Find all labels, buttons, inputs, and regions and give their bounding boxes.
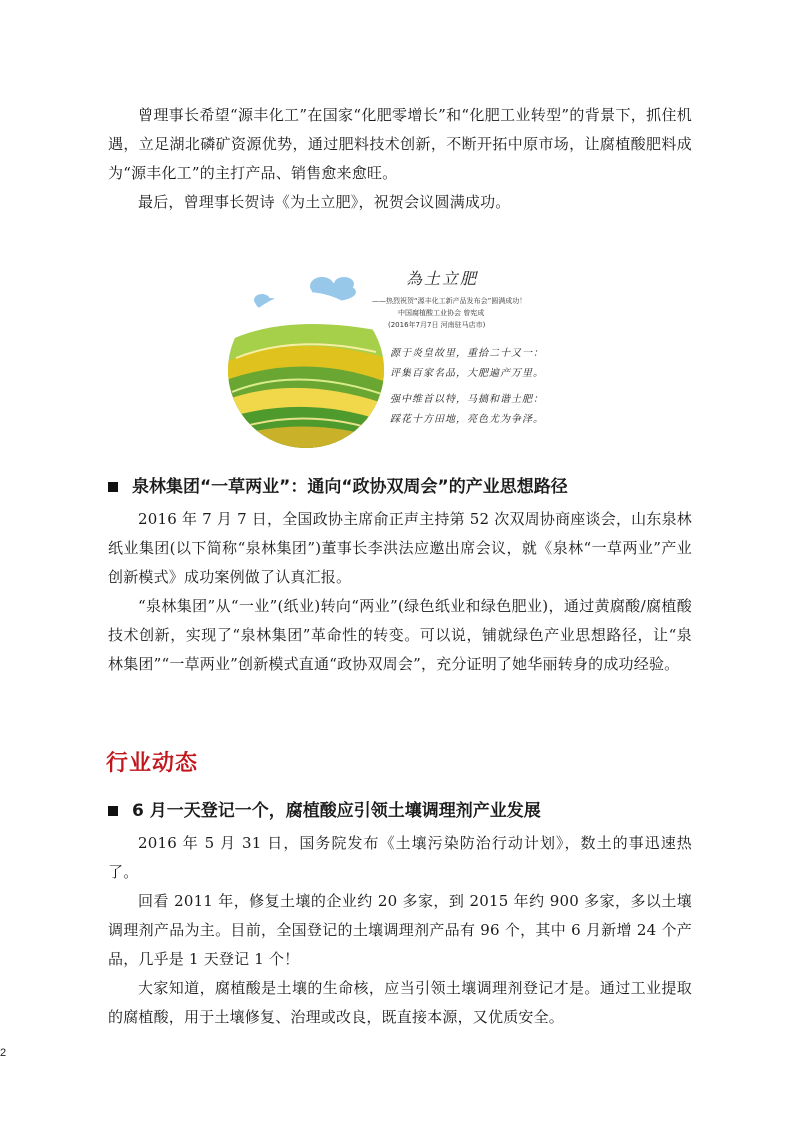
poem-line: 强中维首以特，马搞和谐土肥： [390, 394, 544, 405]
bullet-square-icon [108, 482, 118, 492]
paragraph: 回看 2011 年，修复土壤的企业约 20 多家，到 2015 年约 900 多家，多以土壤调理剂产品为主。目前，全国登记的土壤调理剂产品有 96 个，其中 6 月新增 24 个产品，几乎是 1 天登记 1 个！ [108, 892, 692, 968]
section-heading [108, 797, 698, 825]
poem-meta: (2016年7月7日 河南驻马店市) [388, 321, 486, 329]
paragraph: 曾理事长希望“源丰化工”在国家“化肥零增长”和“化肥工业转型”的背景下，抓住机遇，立足湖北磷矿资源优势，通过肥料技术创新，不断开拓中原市场，让腐植酸肥料成为“源丰化工”的主打产品、销售愈来愈旺。 [108, 106, 692, 182]
poem-line: 源于炎皇故里，重拾二十又一： [390, 348, 544, 359]
section-soil-conditioner [108, 797, 698, 1032]
page-number: 2 [0, 1047, 7, 1059]
section-quanlin [108, 473, 698, 679]
paragraph: 大家知道，腐植酸是土壤的生命核，应当引领土壤调理剂登记才是。通过工业提取的腐植酸，用于土壤修复、治理或改良，既直接本源，又优质安全。 [108, 979, 692, 1026]
paragraph: 最后，曾理事长贺诗《为土立肥》，祝贺会议圆满成功。 [138, 193, 511, 211]
fields-illustration-icon [226, 262, 386, 458]
bullet-square-icon [108, 806, 118, 816]
section-heading [108, 473, 698, 501]
poem-figure [226, 262, 574, 458]
poem-title: 為土立肥 [406, 269, 479, 288]
section-heading-text: 泉林集团“一草两业”：通向“政协双周会”的产业思想路径 [132, 477, 568, 497]
poem-line: 踩花十方田地，亮色尤为争泽。 [390, 414, 544, 425]
poem-meta: 中国腐植酸工业协会 曾宪成 [398, 309, 485, 317]
poem-meta: ——热烈祝贺“源丰化工新产品发布会”圆满成功！ [372, 297, 527, 305]
paragraph: 2016 年 5 月 31 日，国务院发布《土壤污染防治行动计划》，数土的事迅速热了。 [108, 834, 692, 881]
paragraph: 2016 年 7 月 7 日，全国政协主席俞正声主持第 52 次双周协商座谈会，山东泉林纸业集团(以下简称“泉林集团”)董事长李洪法应邀出席会议，就《泉林“一草两业”产业创新模式》成功案例做了认真汇报。 [108, 510, 692, 586]
section-title-industry-news: 行业动态 [106, 751, 199, 776]
paragraph: “泉林集团”从“一业”(纸业)转向“两业”(绿色纸业和绿色肥业)，通过黄腐酸/腐植酸技术创新，实现了“泉林集团”革命性的转变。可以说，铺就绿色产业思想路径，让“泉林集团”“一草两业”创新模式直通“政协双周会”，充分证明了她华丽转身的成功经验。 [108, 597, 692, 673]
poem-line: 评集百家名品，大肥遍产万里。 [390, 368, 544, 379]
section-heading-text: 6 月一天登记一个，腐植酸应引领土壤调理剂产业发展 [132, 801, 541, 821]
top-text-block [108, 101, 692, 217]
